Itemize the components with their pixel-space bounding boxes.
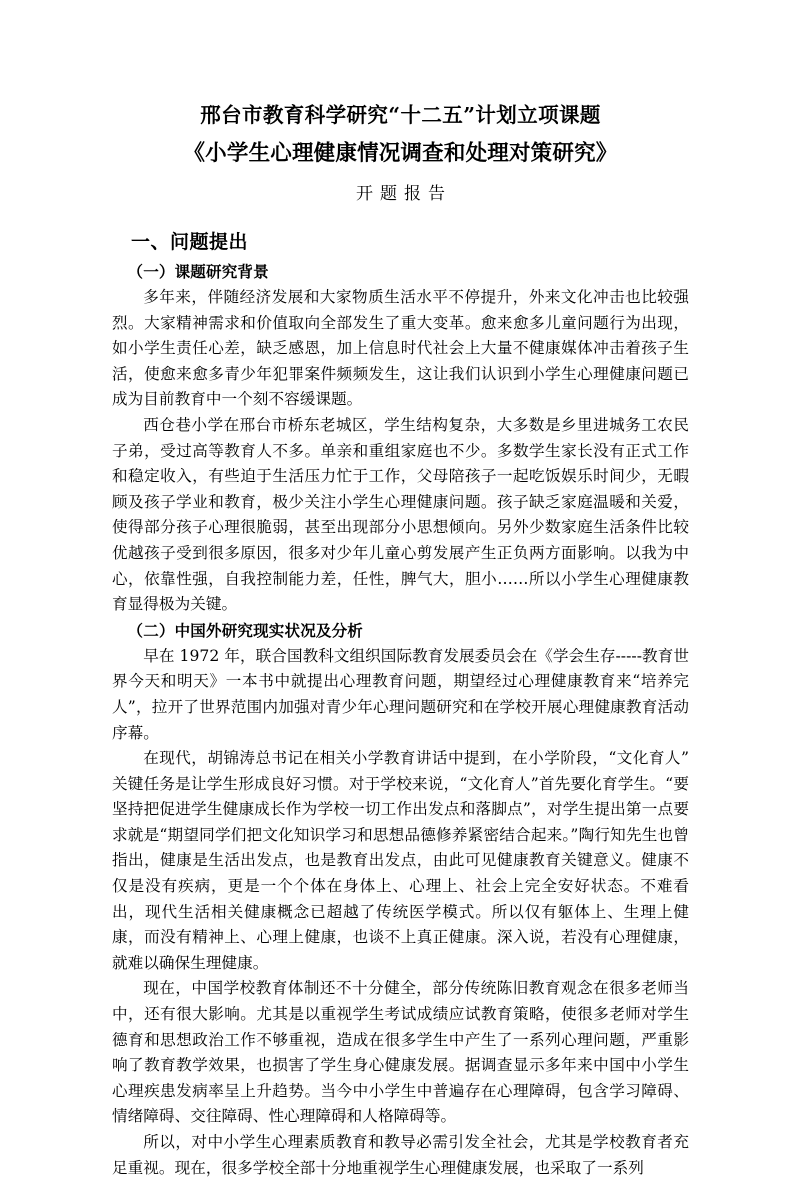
- paragraph-status-2: 在现代，胡锦涛总书记在相关小学教育讲话中提到，在小学阶段，“文化育人”关键任务是让学生形成良好习惯。对于学校来说，“文化育人”首先要化育学生。“要坚持把促进学生健康成长作为学校一切工作出发点和落脚点”，对学生提出第一点要求就是“期望同学们把文化知识学习和思想品德修养紧密结合起来。”陶行知先生也曾指出，健康是生活出发点，也是教育出发点，由此可见健康教育关键意义。健康不仅是没有疾病，更是一个个体在身体上、心理上、社会上完全安好状态。不难看出，现代生活相关健康概念已超越了传统医学模式。所以仅有躯体上、生理上健康，而没有精神上、心理上健康，也谈不上真正健康。深入说，若没有心理健康，就难以确保生理健康。: [112, 749, 689, 972]
- paragraph-background-1: 多年来，伴随经济发展和大家物质生活水平不停提升，外来文化冲击也比较强烈。大家精神需求和价值取向全部发生了重大变革。愈来愈多儿童问题行为出现，如小学生责任心差，缺乏感恩，加上信息时代社会上大量不健康媒体冲击着孩子生活，使愈来愈多青少年犯罪案件频频发生，这让我们认识到小学生心理健康问题已成为目前教育中一个刻不容缓课题。: [112, 288, 689, 409]
- document-subtitle-report-type: 开题报告: [356, 184, 452, 204]
- section-heading-problem-statement: 一、问题提出: [131, 231, 249, 253]
- paragraph-background-2: 西仓巷小学在邢台市桥东老城区，学生结构复杂，大多数是乡里进城务工农民子弟，受过高等教育人不多。单亲和重组家庭也不少。多数学生家长没有正式工作和稳定收入，有些迫于生活压力忙于工作，父母陪孩子一起吃饭娱乐时间少，无暇顾及孩子学业和教育，极少关注小学生心理健康问题。孩子缺乏家庭温暖和关爱，使得部分孩子心理很脆弱，甚至出现部分小思想倾向。另外少数家庭生活条件比较优越孩子受到很多原因，很多对少年儿童心剪发展产生正负两方面影响。以我为中心，依靠性强，自我控制能力差，任性，脾气大，胆小……所以小学生心理健康教育显得极为关键。: [112, 415, 689, 614]
- paragraph-status-1: 早在 1972 年，联合国教科文组织国际教育发展委员会在《学会生存-----教育世界今天和明天》一本书中就提出心理教育问题，期望经过心理健康教育来“培养完人”，拉开了世界范围内加强对青少年心理问题研究和在学校开展心理健康教育活动序幕。: [112, 646, 689, 742]
- paragraph-status-3: 现在，中国学校教育体制还不十分健全，部分传统陈旧教育观念在很多老师当中，还有很大影响。尤其是以重视学生考试成绩应试教育策略，使很多老师对学生德育和思想政治工作不够重视，造成在很多学生中产生了一系列心理问题，严重影响了教育教学效果，也损害了学生身心健康发展。据调查显示多年来中国中小学生心理疾患发病率呈上升趋势。当今中小学生中普遍存在心理障碍，包含学习障碍、情绪障碍、交往障碍、性心理障碍和人格障碍等。: [112, 979, 689, 1126]
- paragraph-status-4: 所以，对中小学生心理素质教育和教导必需引发全社会，尤其是学校教育者充足重视。现在，很多学校全部十分地重视学生心理健康发展，也采取了一系列: [112, 1133, 689, 1177]
- subsection-heading-research-status: （二）中国外研究现实状况及分析: [127, 620, 364, 640]
- subsection-heading-research-background: （一）课题研究背景: [127, 262, 269, 281]
- document-content: [112, 96, 689, 1181]
- document-title-line-1: 邢台市教育科学研究“十二五”计划立项课题: [200, 103, 601, 127]
- document-title-line-2: 《小学生心理健康情况调查和处理对策研究》: [183, 141, 618, 166]
